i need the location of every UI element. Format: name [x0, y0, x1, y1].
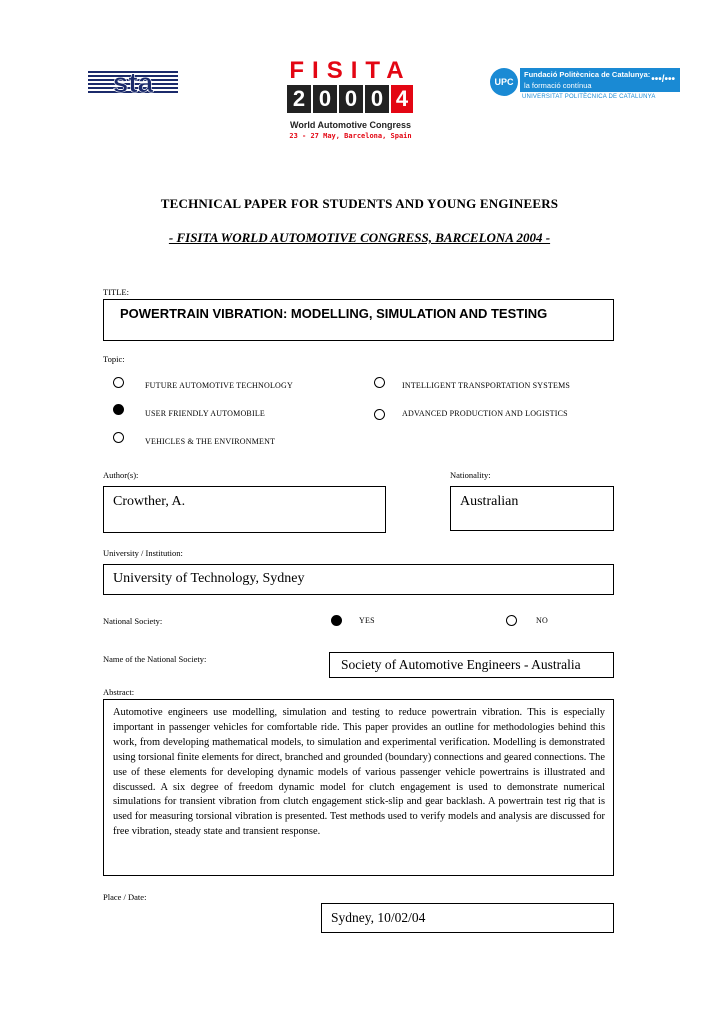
- abstract-field[interactable]: [103, 699, 614, 876]
- topic-label: Topic:: [103, 354, 125, 364]
- fisita-logo: [283, 58, 418, 144]
- topic-label-vehicles-environment: VEHICLES & THE ENVIRONMENT: [145, 437, 276, 446]
- title-value: POWERTRAIN VIBRATION: MODELLING, SIMULATION AND TESTING: [120, 306, 548, 321]
- topic-label-intelligent-transport: INTELLIGENT TRANSPORTATION SYSTEMS: [402, 381, 571, 390]
- upc-line-1: Fundació Politècnica de Catalunya:: [524, 70, 651, 79]
- national-society-yes-label: YES: [359, 616, 375, 625]
- place-date-label: Place / Date:: [103, 892, 147, 902]
- upc-university-text: UNIVERSITAT POLITÈCNICA DE CATALUNYA: [522, 94, 656, 100]
- title-label: TITLE:: [103, 287, 129, 297]
- upc-circle-icon: UPC: [490, 68, 518, 96]
- authors-label: Author(s):: [103, 470, 139, 480]
- nationality-field[interactable]: [450, 486, 614, 531]
- fisita-wordmark: FISITA: [289, 57, 412, 84]
- year-digit: 2: [287, 85, 311, 113]
- topic-radio-intelligent-transport[interactable]: [374, 377, 385, 388]
- upc-logo: [490, 68, 680, 104]
- national-society-label: National Society:: [103, 616, 163, 626]
- authors-value: Crowther, A.: [113, 494, 186, 509]
- upc-banner: [520, 68, 680, 92]
- nationality-value: Australian: [460, 494, 519, 509]
- year-digit: 4: [391, 85, 413, 113]
- year-digit: 0: [365, 85, 389, 113]
- congress-subheading: - FISITA WORLD AUTOMOTIVE CONGRESS, BARCELONA 2004 -: [168, 230, 551, 245]
- institution-field[interactable]: [103, 564, 614, 595]
- authors-field[interactable]: [103, 486, 386, 533]
- national-society-yes-radio[interactable]: [331, 615, 342, 626]
- year-digit: 0: [339, 85, 363, 113]
- topic-label-advanced-production: ADVANCED PRODUCTION AND LOGISTICS: [402, 409, 568, 418]
- topic-label-user-friendly: USER FRIENDLY AUTOMOBILE: [145, 409, 266, 418]
- place-date-value: Sydney, 10/02/04: [331, 910, 426, 925]
- fisita-dates-text: 23 - 27 May, Barcelona, Spain: [289, 132, 412, 140]
- topic-radio-vehicles-environment[interactable]: [113, 432, 124, 443]
- topic-radio-advanced-production[interactable]: [374, 409, 385, 420]
- society-name-value: Society of Automotive Engineers - Australia: [341, 657, 581, 672]
- national-society-no-radio[interactable]: [506, 615, 517, 626]
- abstract-value: Automotive engineers use modelling, simulation and testing to reduce powertrain vibration. This is especially important in passenger vehicles for comfortable ride. This paper provides an outline for methodologies behind this work, from developing mathematical models, to simulation and experimental verification. Modelling is demonstrated using torsional finite elements for direct, branched and grounded (boundary) connections and geared connections. The use of these elements for developing dynamic models of various passenger vehicle powertrains is illustrated and discussed. A six degree of freedom dynamic model for clutch engagement is used to demonstrate numerical simulations for transient vibration from clutch engagement stick-slip and gear backlash. A powertrain test rig that is used for measuring torsional vibration is presented. Test methods used to verify models and analysis are discussed for free vibration, steady state and transient response.: [113, 707, 605, 838]
- place-date-field[interactable]: [321, 903, 614, 933]
- topic-label-future-automotive: FUTURE AUTOMOTIVE TECHNOLOGY: [145, 381, 293, 390]
- topic-radio-future-automotive[interactable]: [113, 377, 124, 388]
- institution-label: University / Institution:: [103, 548, 183, 558]
- society-name-label: Name of the National Society:: [103, 654, 207, 664]
- nationality-label: Nationality:: [450, 470, 491, 480]
- fisita-year: [287, 85, 415, 115]
- sta-logo-text: sta: [112, 70, 154, 96]
- institution-value: University of Technology, Sydney: [113, 571, 305, 586]
- document-heading: TECHNICAL PAPER FOR STUDENTS AND YOUNG ENGINEERS: [160, 196, 559, 211]
- abstract-label: Abstract:: [103, 687, 135, 697]
- year-digit: 0: [313, 85, 337, 113]
- title-field[interactable]: [103, 299, 614, 341]
- society-name-field[interactable]: [329, 652, 614, 678]
- upc-dots: •••/•••: [651, 74, 675, 85]
- topic-radio-user-friendly[interactable]: [113, 404, 124, 415]
- national-society-no-label: NO: [536, 616, 548, 625]
- upc-line-2: la formació contínua: [524, 81, 592, 90]
- fisita-congress-text: World Automotive Congress: [289, 120, 411, 130]
- sta-logo: [88, 70, 178, 96]
